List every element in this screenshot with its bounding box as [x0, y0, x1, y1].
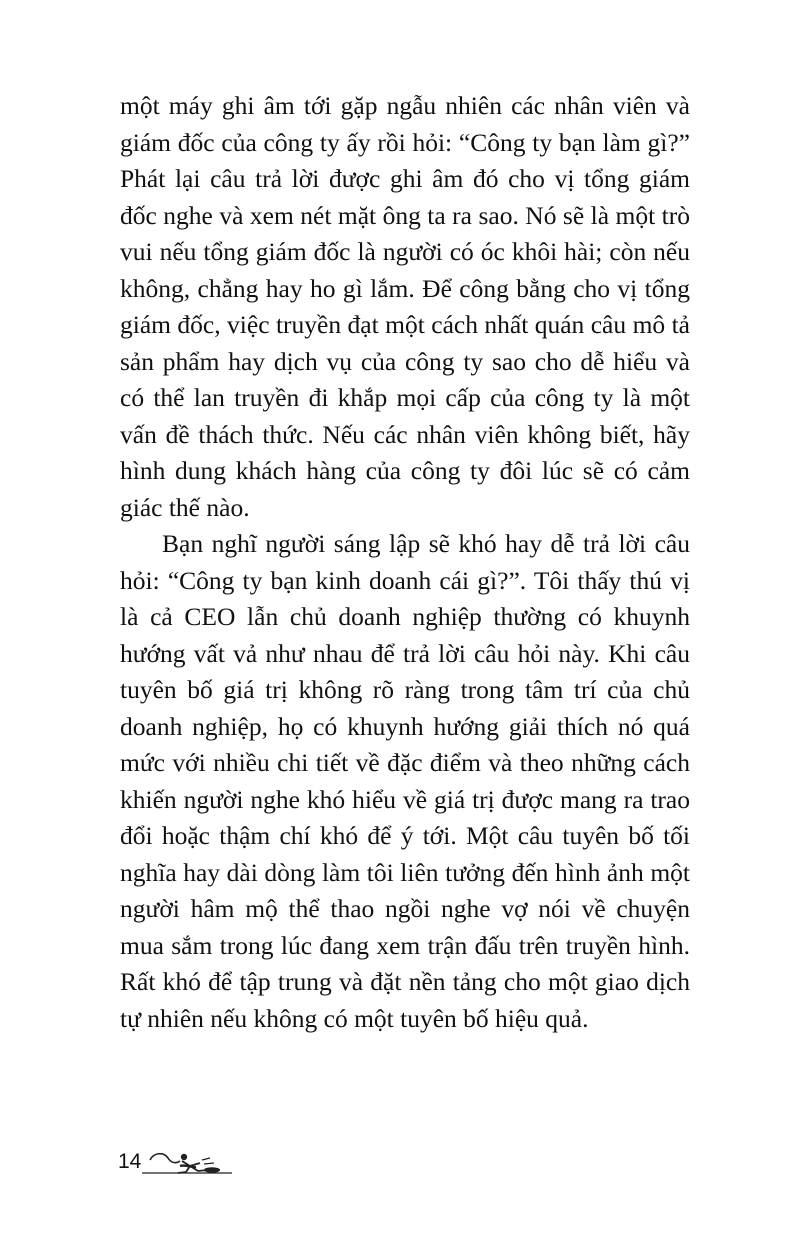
page-number: 14 [118, 1150, 142, 1173]
paragraph-continued: một máy ghi âm tới gặp ngẫu nhiên các nhân viên và giám đốc của công ty ấy rồi hỏi: “Công ty bạn làm gì?” Phát lại câu trả lời được ghi âm đó cho vị tổng giám đốc nghe và xem nét mặt ông ta ra sao. Nó sẽ là một trò vui nếu tổng giám đốc là người có óc khôi hài; còn nếu không, chẳng hay ho gì lắm. Để công bằng cho vị tổng giám đốc, việc truyền đạt một cách nhất quán câu mô tả sản phẩm hay dịch vụ của công ty sao cho dễ hiểu và có thể lan truyền đi khắp mọi cấp của công ty là một vấn đề thách thức. Nếu các nhân viên không biết, hãy hình dung khách hàng của công ty đôi lúc sẽ có cảm giác thế nào. [120, 91, 690, 522]
running-figure-ornament-icon [140, 1146, 240, 1180]
page-footer [118, 1146, 238, 1186]
body-text [120, 88, 690, 1037]
paragraph: Bạn nghĩ người sáng lập sẽ khó hay dễ trả lời câu hỏi: “Công ty bạn kinh doanh cái gì?”. Tôi thấy thú vị là cả CEO lẫn chủ doanh nghiệp thường có khuynh hướng vất vả như nhau để trả lời câu hỏi này. Khi câu tuyên bố giá trị không rõ ràng trong tâm trí của chủ doanh nghiệp, họ có khuynh hướng giải thích nó quá mức với nhiều chi tiết về đặc điểm và theo những cách khiến người nghe khó hiểu về giá trị được mang ra trao đổi hoặc thậm chí khó để ý tới. Một câu tuyên bố tối nghĩa hay dài dòng làm tôi liên tưởng đến hình ảnh một người hâm mộ thể thao ngồi nghe vợ nói về chuyện mua sắm trong lúc đang xem trận đấu trên truyền hình. Rất khó để tập trung và đặt nền tảng cho một giao dịch tự nhiên nếu không có một tuyên bố hiệu quả. [120, 529, 690, 1033]
